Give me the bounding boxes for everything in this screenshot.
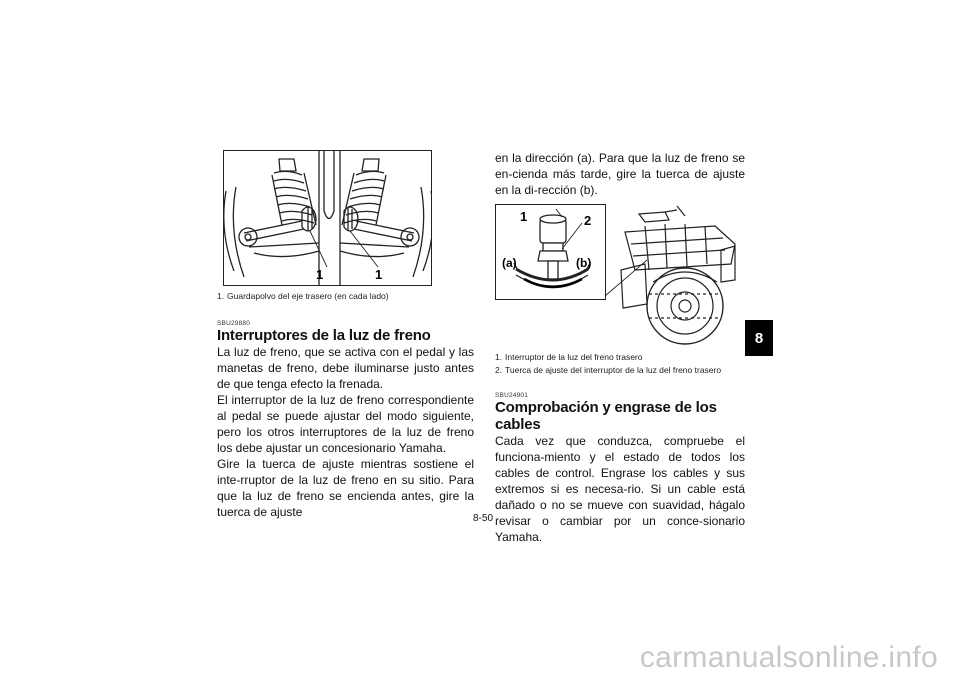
caption-text: Interruptor de la luz del freno trasero — [505, 352, 643, 362]
section-code: SBU29880 — [217, 320, 251, 327]
watermark: carmanualsonline.info — [639, 641, 938, 674]
paragraph: La luz de freno, que se activa con el pedal y las manetas de freno, debe iluminarse justo antes de que tenga efecto la frenada. — [217, 345, 474, 391]
caption-number: 2. — [495, 365, 503, 375]
caption-text: Tuerca de ajuste del interruptor de la luz del freno trasero — [505, 365, 722, 375]
caption-text: Guardapolvo del eje trasero (en cada lado) — [227, 291, 389, 301]
callout-1-left: 1 — [316, 267, 324, 282]
right-column — [495, 150, 745, 545]
brake-switch-inset — [495, 204, 606, 300]
label-b: (b) — [576, 256, 592, 270]
brake-switch-illustration — [496, 205, 606, 300]
atv-rear-illustration — [605, 204, 745, 348]
paragraph: Cada vez que conduzca, compruebe el funciona-miento y el estado de todos los cables de control. Engrase los cables y sus extremos si es necesa-rio. Si un cable está dañado o no se mueve con suavidad, hágalo revisar o cambiar por un conce-sionario Yamaha. — [495, 434, 745, 544]
page-number: 8-50 — [472, 513, 493, 524]
chapter-tab: 8 — [745, 320, 773, 356]
label-a: (a) — [502, 256, 517, 270]
caption-item — [217, 290, 474, 303]
label-1: 1 — [520, 209, 528, 224]
section-body — [217, 344, 474, 520]
rear-axle-boot-figure — [223, 150, 432, 286]
left-figure-caption — [217, 290, 474, 303]
caption-number: 1. — [217, 291, 225, 301]
paragraph: El interruptor de la luz de freno correspondiente al pedal se puede ajustar del modo siguiente, pero los otros interruptores de la luz de freno los debe ajustar un concesionario Yamaha. — [217, 393, 474, 455]
section-code: SBU24901 — [495, 392, 529, 399]
intro-text — [495, 150, 745, 198]
caption-number: 1. — [495, 352, 503, 362]
paragraph: Gire la tuerca de ajuste mientras sostiene el inte-rruptor de la luz de freno en su sitio. Para que la luz de freno se encienda antes, gire la tuerca de ajuste — [217, 457, 474, 519]
section-title: Comprobación y engrase de los cables — [495, 399, 717, 433]
left-column — [217, 150, 474, 520]
callout-1-right: 1 — [375, 267, 383, 282]
section-body — [495, 433, 745, 545]
caption-item — [495, 351, 745, 364]
label-2: 2 — [584, 213, 592, 228]
brake-switch-figure — [495, 204, 745, 348]
caption-item — [495, 364, 745, 377]
paragraph: en la dirección (a). Para que la luz de freno se en-cienda más tarde, gire la tuerca de ajuste en la di-rección (b). — [495, 151, 745, 197]
right-figure-caption — [495, 351, 745, 377]
section-title: Interruptores de la luz de freno — [217, 327, 431, 344]
rear-axle-illustration — [224, 151, 432, 286]
